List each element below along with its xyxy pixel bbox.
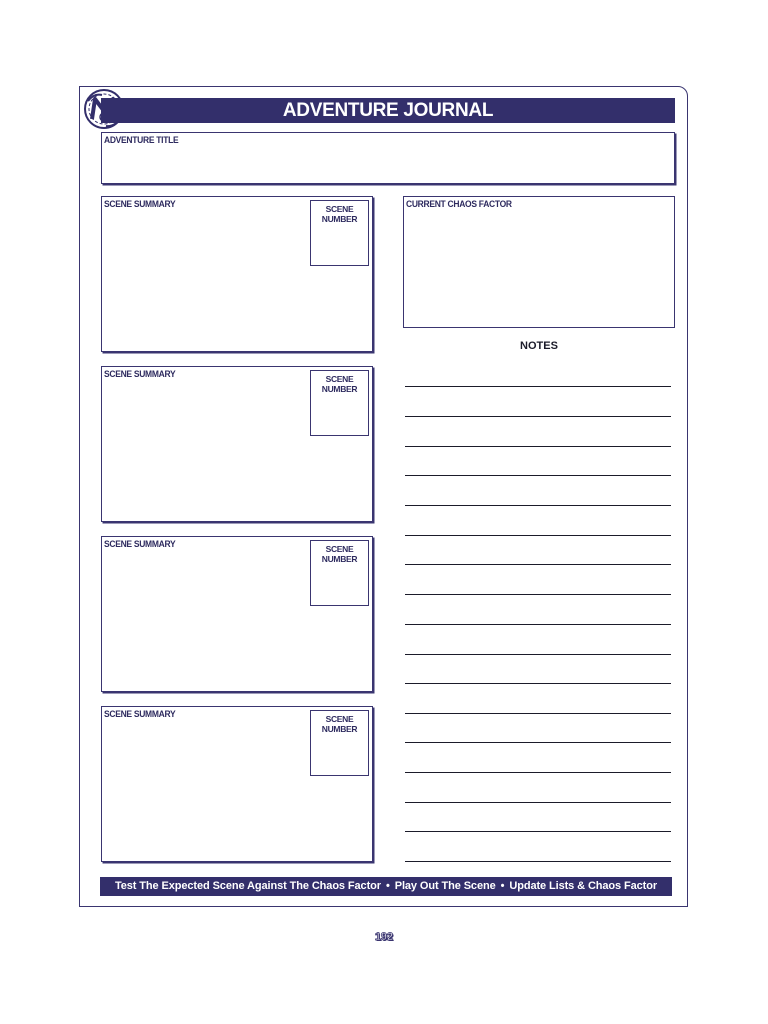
- chaos-factor-label: CURRENT CHAOS FACTOR: [406, 198, 512, 209]
- note-line[interactable]: [405, 535, 671, 536]
- scene-number-field[interactable]: [310, 370, 369, 436]
- scene-number-label: SCENE: [325, 544, 354, 554]
- scene-number-field[interactable]: [310, 710, 369, 776]
- scene-summary-label: SCENE SUMMARY: [104, 538, 176, 549]
- note-line[interactable]: [405, 386, 671, 387]
- note-line[interactable]: [405, 772, 671, 773]
- scene-summary-box-1[interactable]: [101, 196, 373, 352]
- note-line[interactable]: [405, 831, 671, 832]
- scene-number-label: NUMBER: [321, 214, 358, 224]
- note-line[interactable]: [405, 861, 671, 862]
- note-line[interactable]: [405, 713, 671, 714]
- note-line[interactable]: [405, 446, 671, 447]
- scene-number-label: SCENE: [325, 714, 354, 724]
- scene-summary-label: SCENE SUMMARY: [104, 368, 176, 379]
- adventure-title-label: ADVENTURE TITLE: [104, 134, 179, 145]
- notes-heading: NOTES: [520, 340, 558, 352]
- page-number: 192: [374, 931, 394, 943]
- scene-number-label: NUMBER: [321, 384, 358, 394]
- chaos-factor-field[interactable]: [403, 196, 675, 328]
- footer-separator: •: [500, 880, 505, 892]
- page-title: ADVENTURE JOURNAL: [101, 98, 675, 123]
- scene-number-label: NUMBER: [321, 554, 358, 564]
- scene-number-field[interactable]: [310, 200, 369, 266]
- note-line[interactable]: [405, 475, 671, 476]
- note-line[interactable]: [405, 505, 671, 506]
- footer-step-1: Test The Expected Scene Against The Chaos Factor: [114, 880, 381, 892]
- scene-number-label: SCENE: [325, 374, 354, 384]
- scene-number-label: NUMBER: [321, 724, 358, 734]
- footer-step-2: Play Out The Scene: [394, 880, 496, 892]
- scene-number-field[interactable]: [310, 540, 369, 606]
- scene-summary-box-3[interactable]: [101, 536, 373, 692]
- adventure-title-field[interactable]: [101, 132, 675, 184]
- footer-separator: •: [385, 880, 390, 892]
- note-line[interactable]: [405, 624, 671, 625]
- footer-step-3: Update Lists & Chaos Factor: [509, 880, 658, 892]
- note-line[interactable]: [405, 683, 671, 684]
- note-line[interactable]: [405, 654, 671, 655]
- note-line[interactable]: [405, 802, 671, 803]
- scene-summary-box-4[interactable]: [101, 706, 373, 862]
- scene-summary-box-2[interactable]: [101, 366, 373, 522]
- scene-number-label: SCENE: [325, 204, 354, 214]
- note-line[interactable]: [405, 594, 671, 595]
- scene-summary-label: SCENE SUMMARY: [104, 198, 176, 209]
- footer-steps-bar: [100, 877, 672, 896]
- note-line[interactable]: [405, 564, 671, 565]
- note-line[interactable]: [405, 742, 671, 743]
- scene-summary-label: SCENE SUMMARY: [104, 708, 176, 719]
- note-line[interactable]: [405, 416, 671, 417]
